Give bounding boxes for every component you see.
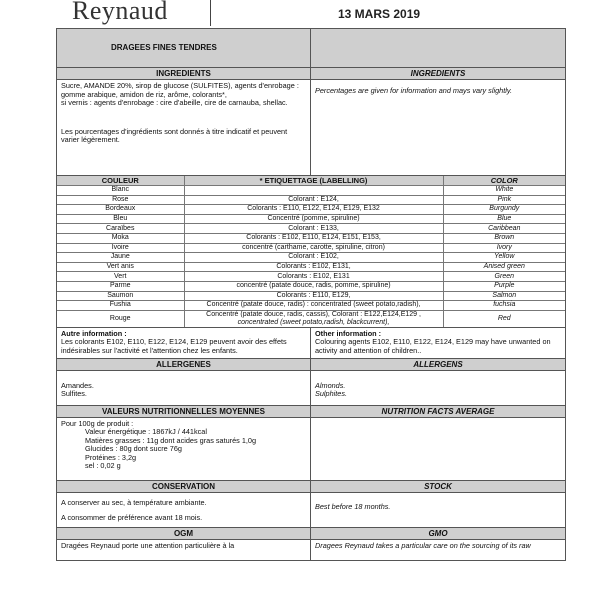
brand-logo: Reynaud xyxy=(72,0,168,25)
color-label xyxy=(184,310,443,327)
color-name-en: Brown xyxy=(443,233,565,243)
ogm-header-row xyxy=(57,528,565,540)
ingredients-en xyxy=(311,80,565,175)
color-name-fr: Rouge xyxy=(57,310,184,327)
conservation-fr xyxy=(57,493,311,527)
conservation-en-1: Best before 18 months. xyxy=(315,501,391,511)
color-name-en: Salmon xyxy=(443,291,565,301)
conservation-row xyxy=(57,493,565,528)
ingredients-fr-text-3: Les pourcentages d'ingrédients sont donnés à titre indicatif et peuvent varier légèrement. xyxy=(61,126,288,145)
color-name-en: Red xyxy=(443,310,565,327)
allergens-header-en: ALLERGENS xyxy=(311,359,565,370)
color-label: Colorant : E124, xyxy=(184,195,443,205)
color-name-en: Purple xyxy=(443,281,565,291)
color-row xyxy=(57,205,565,215)
nutrition-energy: Valeur énergétique : 1867kJ / 441kcal xyxy=(85,427,207,437)
conservation-header-fr: CONSERVATION xyxy=(57,481,311,492)
col-header-couleur: COULEUR xyxy=(57,176,184,186)
allergen-fr-2: Sulfites. xyxy=(61,389,87,399)
ingredients-header-en: INGREDIENTS xyxy=(311,68,565,79)
ingredients-row xyxy=(57,80,565,176)
other-info-fr-title: Autre information : xyxy=(61,328,127,338)
color-name-fr: Vert anis xyxy=(57,262,184,272)
color-label: Colorant : E133, xyxy=(184,224,443,234)
ingredients-header-fr: INGREDIENTS xyxy=(57,68,311,79)
color-label: Colorants : E102, E110, E124, E151, E153, xyxy=(184,233,443,243)
product-name-cell xyxy=(57,29,311,67)
color-row xyxy=(57,301,565,311)
colors-table-header xyxy=(57,176,565,186)
colors-table xyxy=(57,176,565,327)
colors-table-row xyxy=(57,176,565,328)
color-name-en: Blue xyxy=(443,214,565,224)
color-row xyxy=(57,214,565,224)
conservation-header-row xyxy=(57,481,565,493)
color-label-line-1: Concentré (patate douce, radis, cassis), Colorant : E122,E124,E129 , xyxy=(206,310,421,318)
nutrition-fat: Matières grasses : 11g dont acides gras saturés 1,0g xyxy=(85,435,257,445)
other-info-en-title: Other information : xyxy=(315,328,382,338)
color-row-rouge xyxy=(57,310,565,327)
ingredients-en-text: Percentages are given for information and mays vary slightly. xyxy=(315,86,512,95)
color-name-fr: Saumon xyxy=(57,291,184,301)
color-row xyxy=(57,272,565,282)
color-label: Colorant : E102, xyxy=(184,253,443,263)
other-info-fr-text: Les colorants E102, E110, E122, E124, E129 peuvent avoir des effets indésirables sur l'activité et l'attention chez les enfants. xyxy=(61,337,287,355)
color-label: Colorants : E102, E131 xyxy=(184,272,443,282)
color-label: Colorants : E102, E131, xyxy=(184,262,443,272)
color-label xyxy=(184,186,443,196)
nutrition-row xyxy=(57,418,565,481)
color-label: Colorants : E110, E122, E124, E129, E132 xyxy=(184,205,443,215)
conservation-fr-2: A consommer de préférence avant 18 mois. xyxy=(61,513,203,523)
ingredients-fr xyxy=(57,80,311,175)
col-header-etiquettage: * ETIQUETTAGE (LABELLING) xyxy=(184,176,443,186)
color-label-line-2: concentrated (sweet potato,radish, blackcurrent), xyxy=(237,318,390,326)
color-name-fr: Parme xyxy=(57,281,184,291)
color-name-en: Green xyxy=(443,272,565,282)
color-name-fr: Caraïbes xyxy=(57,224,184,234)
color-row xyxy=(57,186,565,196)
allergen-en-1: Almonds. xyxy=(315,380,346,390)
color-label: concentré (patate douce, radis, pomme, spiruline) xyxy=(184,281,443,291)
other-info-en-text: Colouring agents E102, E110, E122, E124, E129 may have unwanted on activity and attention of children.. xyxy=(315,337,551,355)
col-header-color: COLOR xyxy=(443,176,565,186)
nutrition-en xyxy=(311,418,565,480)
color-label: concentré (carthame, carotte, spiruline, citron) xyxy=(184,243,443,253)
color-label: Concentré (patate douce, radis) : concentrated (sweet potato,radish), xyxy=(184,301,443,311)
color-name-en: Caribbean xyxy=(443,224,565,234)
logo-divider xyxy=(210,0,211,26)
ingredients-fr-text-1: Sucre, AMANDE 20%, sirop de glucose (SULFITES), agents d'enrobage : gomme arabique, amidon de riz, arôme, colorants*, xyxy=(61,81,299,99)
other-info-row xyxy=(57,328,565,359)
color-name-en: White xyxy=(443,186,565,196)
color-name-fr: Bordeaux xyxy=(57,205,184,215)
color-row xyxy=(57,224,565,234)
nutrition-header-row xyxy=(57,406,565,418)
nutrition-header-fr: VALEURS NUTRITIONNELLES MOYENNES xyxy=(57,406,311,417)
color-name-en: Ivory xyxy=(443,243,565,253)
ogm-fr-1: Dragées Reynaud porte une attention particulière à la xyxy=(61,540,235,550)
color-row xyxy=(57,195,565,205)
color-name-en: fuchsia xyxy=(443,301,565,311)
color-name-en: Pink xyxy=(443,195,565,205)
ogm-header-en: GMO xyxy=(311,528,565,539)
color-row xyxy=(57,291,565,301)
product-sheet xyxy=(56,28,566,561)
conservation-header-en: STOCK xyxy=(311,481,565,492)
nutrition-fr xyxy=(57,418,311,480)
color-name-en: Yellow xyxy=(443,253,565,263)
product-name: DRAGEES FINES TENDRES xyxy=(111,43,217,52)
product-empty-cell xyxy=(311,29,565,67)
ingredients-header-row xyxy=(57,68,565,80)
ogm-fr xyxy=(57,540,311,560)
allergen-en-2: Sulphites. xyxy=(315,389,348,399)
color-label: Concentré (pomme, spiruline) xyxy=(184,214,443,224)
color-name-fr: Ivoire xyxy=(57,243,184,253)
conservation-fr-1: A conserver au sec, à température ambiante. xyxy=(61,497,207,507)
product-row xyxy=(57,29,565,68)
ingredients-fr-text-2: si vernis : agents d'enrobage : cire d'abeille, cire de carnauba, shellac. xyxy=(61,98,288,108)
allergens-row xyxy=(57,371,565,406)
nutrition-carbs: Glucides : 80g dont sucre 76g xyxy=(85,444,182,454)
allergens-header-row xyxy=(57,359,565,371)
color-name-fr: Bleu xyxy=(57,214,184,224)
color-row xyxy=(57,281,565,291)
color-row xyxy=(57,243,565,253)
color-name-fr: Moka xyxy=(57,233,184,243)
color-row xyxy=(57,233,565,243)
color-name-en: Burgundy xyxy=(443,205,565,215)
color-name-fr: Fushia xyxy=(57,301,184,311)
color-row xyxy=(57,253,565,263)
ogm-en xyxy=(311,540,565,560)
nutrition-protein: Protéines : 3,2g xyxy=(85,452,137,462)
color-label: Colorants : E110, E129, xyxy=(184,291,443,301)
ogm-en-1: Dragees Reynaud takes a particular care on the sourcing of its raw xyxy=(315,540,531,550)
allergens-fr xyxy=(57,371,311,405)
document-date: 13 MARS 2019 xyxy=(338,7,421,21)
color-row xyxy=(57,262,565,272)
ogm-row xyxy=(57,540,565,560)
other-info-fr xyxy=(57,328,311,358)
nutrition-per: Pour 100g de produit : xyxy=(61,418,134,428)
conservation-en xyxy=(311,493,565,527)
color-name-fr: Blanc xyxy=(57,186,184,196)
color-name-fr: Vert xyxy=(57,272,184,282)
color-name-en: Anised green xyxy=(443,262,565,272)
other-info-en xyxy=(311,328,565,358)
nutrition-salt: sel : 0,02 g xyxy=(85,461,121,471)
allergens-header-fr: ALLERGENES xyxy=(57,359,311,370)
color-name-fr: Rose xyxy=(57,195,184,205)
color-name-fr: Jaune xyxy=(57,253,184,263)
allergen-fr-1: Amandes. xyxy=(61,380,94,390)
nutrition-lines xyxy=(61,428,306,471)
ogm-header-fr: OGM xyxy=(57,528,311,539)
allergens-en xyxy=(311,371,565,405)
nutrition-header-en: NUTRITION FACTS AVERAGE xyxy=(311,406,565,417)
